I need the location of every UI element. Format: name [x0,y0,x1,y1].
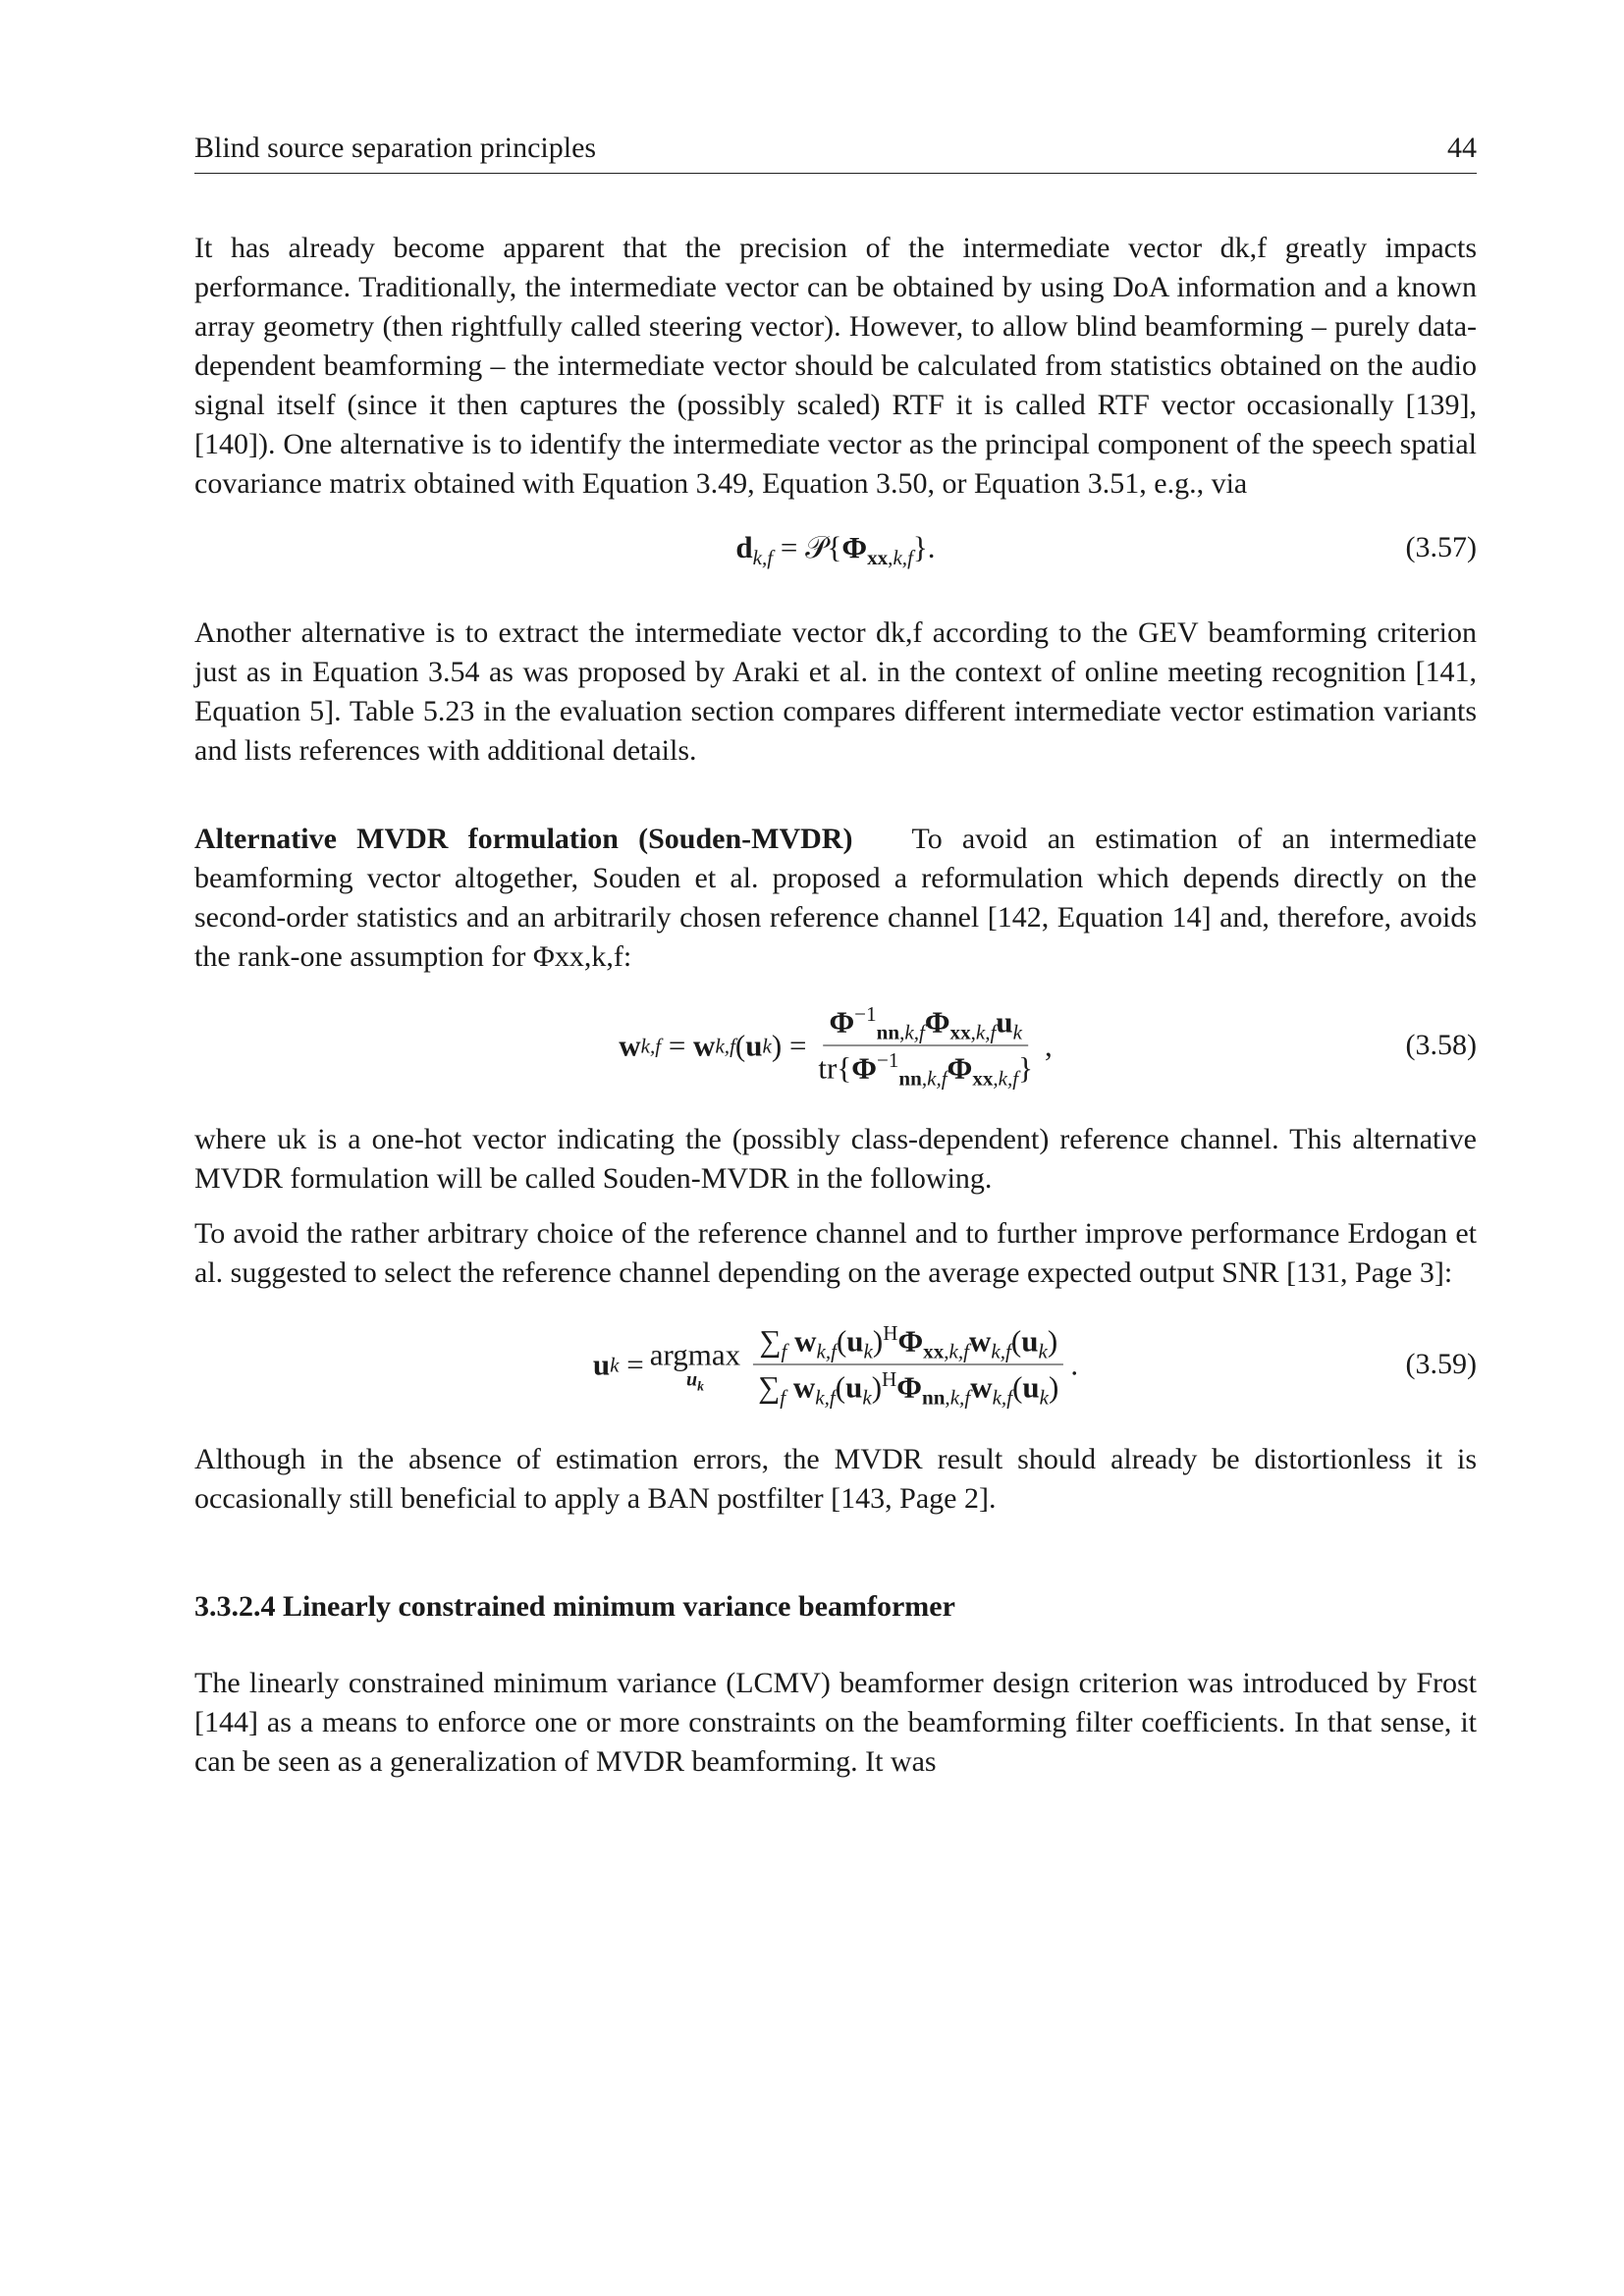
running-header [194,128,1477,174]
paragraph-one-hot: where uk is a one-hot vector indicating the (possibly class-dependent) reference channel. This alternative MVDR formulation will be called Souden-MVDR in the following. [194,1123,1477,1195]
equation-3-59-body: u k = argmax $u_k$ $\frac{\sum_f w_{k,f}(u_k)^H\Phi_{xx,k,f}w_{k,f}(u_k)}{\sum_f w_{k,f}(u_k)^H\Phi_{nn,k,f}w_{k,f}(u_k)}$ . [592,1321,1079,1410]
paragraph-souden-mvdr-text: To avoid an estimation of an intermediate beamforming vector altogether, Souden et al. proposed a reformulation which depends directly on the second-order statistics and an arbitrarily chosen reference channel [142, Equation 14] and, therefore, avoids the rank-one assumption for Φxx,k,f: [194,823,1477,973]
page [194,128,1477,1782]
paragraph-lcmv: The linearly constrained minimum variance (LCMV) beamformer design criterion was introduced by Frost [144] as a means to enforce one or more constraints on the beamforming filter coefficients. In that sense, it can be seen as a generalization of MVDR beamforming. It was [194,1667,1477,1778]
fraction: $\frac{\sum_f w_{k,f}(u_k)^H\Phi_{xx,k,f}w_{k,f}(u_k)}{\sum_f w_{k,f}(u_k)^H\Phi_{nn,k,f}w_{k,f}(u_k)}$ [752,1323,1064,1407]
paragraph-gev-alternative: Another alternative is to extract the intermediate vector dk,f according to the GEV beamforming criterion just as in Equation 3.54 as was proposed by Araki et al. in the context of online meeting recognition [141, Equation 5]. Table 5.23 in the evaluation section compares different intermediate vector estimation variants and lists references with additional details. [194,616,1477,767]
fraction: $\frac{\Phi^{-1}_{nn,k,f}\Phi_{xx,k,f}u_k}{tr\{\Phi^{-1}_{nn,k,f}\Phi_{xx,k,f}\}}$ [818,1002,1034,1091]
equation-number: (3.57) [1405,531,1477,563]
paragraph-souden-mvdr [194,820,1477,977]
running-title: Blind source separation principles [194,132,597,164]
equation-number: (3.59) [1405,1348,1477,1380]
section-heading: 3.3.2.4 Linearly constrained minimum variance beamformer [194,1590,955,1623]
paragraph-reference-channel: To avoid the rather arbitrary choice of the reference channel and to further improve performance Erdogan et al. suggested to select the reference channel depending on the average expected output SNR [131, Page 3]: [194,1217,1477,1289]
equation-3-58 [194,988,1477,1102]
equation-number: (3.58) [1405,1029,1477,1061]
run-in-heading: Alternative MVDR formulation (Souden-MVDR) [194,823,853,855]
equation-3-57-body: $d_{k,f}$ = $𝒫\{\Phi_{xx,k,f}\}$. [735,530,936,570]
equation-3-59 [194,1307,1477,1422]
paragraph-ban-postfilter: Although in the absence of estimation errors, the MVDR result should already be distortionless it is occasionally still beneficial to apply a BAN postfilter [143, Page 2]. [194,1443,1477,1515]
equation-3-57 [194,513,1477,582]
page-number: 44 [1447,132,1477,164]
paragraph-intermediate-vector: It has already become apparent that the precision of the intermediate vector dk,f greatly impacts performance. Traditionally, the intermediate vector can be obtained by using DoA information and a known array geometry (then rightfully called steering vector). However, to allow blind beamforming – purely data-dependent beamforming – the intermediate vector should be calculated from statistics obtained on the audio signal itself (since it then captures the (possibly scaled) RTF it is called RTF vector occasionally [139], [140]). One alternative is to identify the intermediate vector as the principal component of the speech spatial covariance matrix obtained with Equation 3.49, Equation 3.50, or Equation 3.51, e.g., via [194,232,1477,500]
argmax-operator: argmax $u_k$ [649,1337,741,1393]
equation-3-58-body: w k,f = w k,f ( u k ) = $\frac{\Phi^{-1}_{nn,k,f}\Phi_{xx,k,f}u_k}{tr\{\Phi^{-1}_{nn,k,f}\Phi_{xx,k,f}\}}$ , [619,1002,1053,1091]
